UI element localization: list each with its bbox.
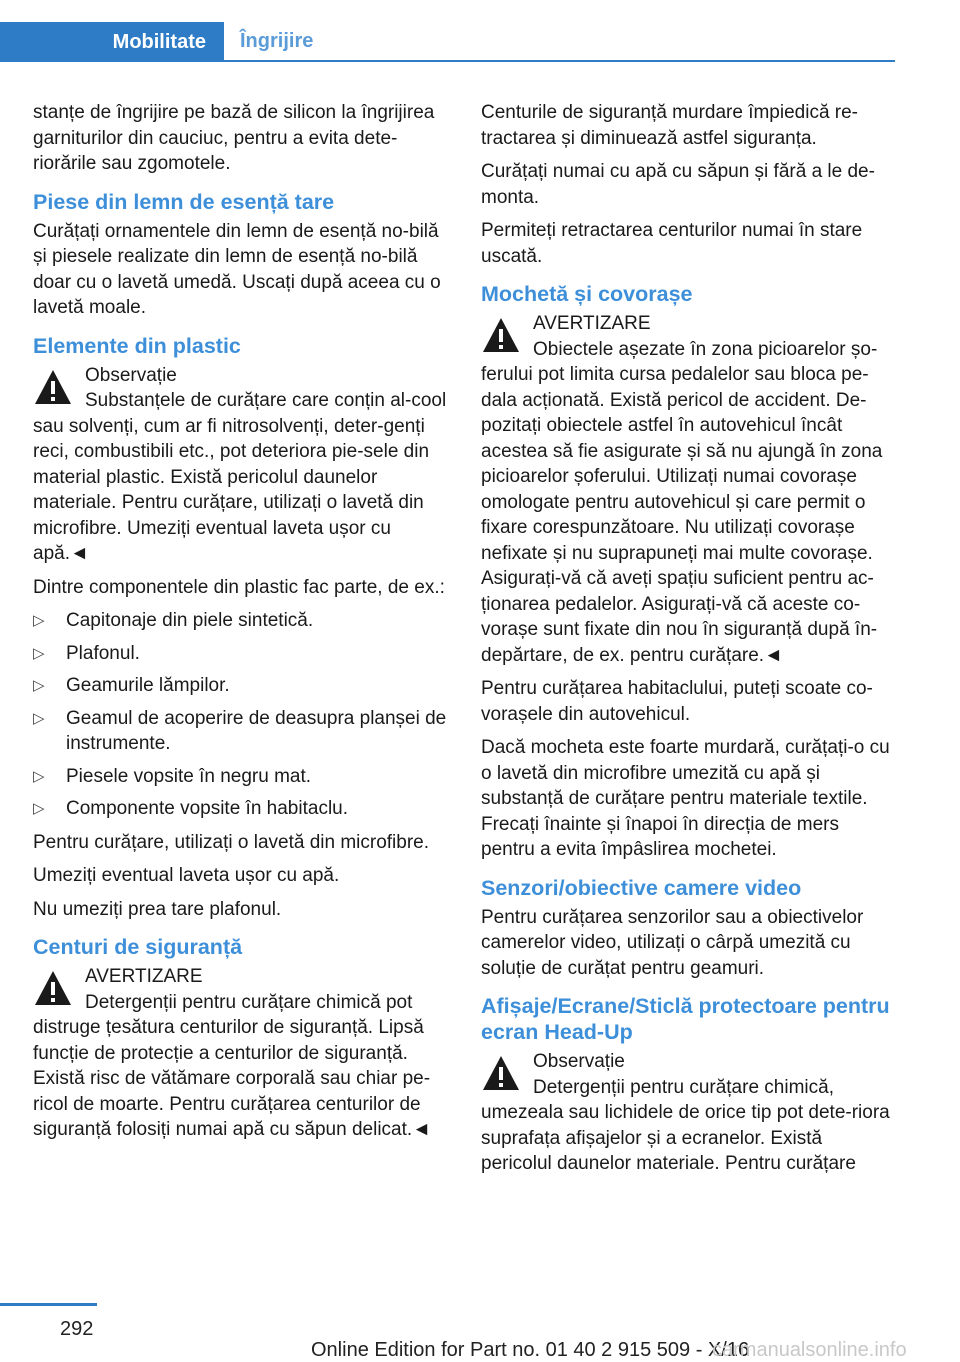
intro-paragraph: stanțe de îngrijire pe bază de silicon la îngrijirea garniturilor din cauciuc, pentru a evita dete‐riorările sau zgomotele.: [33, 102, 435, 174]
triangle-bullet-icon: ▷: [33, 612, 45, 629]
warning-triangle-icon: [33, 968, 73, 1008]
carpet-paragraph-2: Dacă mocheta este foarte murdară, curățați-o cu o lavetă din microfibre umezită cu apă și substanță de curățare pentru materiale textile. Frecați înainte și înapoi în direcția de mers pentru a evita împâslirea mochetei.: [481, 737, 890, 860]
plastic-note: [33, 363, 447, 567]
triangle-bullet-icon: ▷: [33, 644, 45, 662]
plastic-components-list: [33, 608, 447, 822]
carpet-warning: [481, 311, 895, 668]
left-column: [33, 100, 447, 1151]
warning-title: AVERTIZARE: [533, 313, 651, 334]
list-item: [33, 796, 447, 822]
carpet-heading: Mochetă și covorașe: [481, 282, 693, 306]
display-heading: Afișaje/Ecrane/Sticlă protectoare pentru ecran Head-Up: [481, 994, 890, 1044]
list-item: [33, 673, 447, 699]
warning-text: Obiectele așezate în zona picioarelor șo‐ferului pot limita cursa pedalelor sau bloca pe‐dala acționată. Există pericol de accident. De‐pozitați obiectele astfel în autovehicul încât acestea să fie asigurate și să nu ajungă în zona picioarelor șoferului. Utilizați numai covorașe omologate pentru autovehicul și care permit o fixare corespunzătoare. Nu utilizați covorașe nefixate și nu suprapuneți mai multe covorașe. Asigurați-vă că aveți spațiu suficient pentru ac‐ționarea pedalelor. Asigurați-vă că aceste co‐vorașe sunt fixate din nou în siguranță după în‐depărtare, de ex. pentru curățare.◄: [481, 338, 883, 666]
tab-mobilitate: Mobilitate: [0, 22, 224, 62]
plastic-after-1: Pentru curățare, utilizați o lavetă din microfibre.: [33, 831, 430, 853]
warning-text: Detergenții pentru curățare chimică pot distruge țesătura centurilor de siguranță. Lipsă funcție de protecție a centurilor de siguranță. Există risc de vătămare corporală sau chiar pe‐ricol de moarte. Pentru curățarea centurilor de siguranță folosiți numai apă cu săpun delicat.◄: [33, 991, 431, 1140]
page-header: [0, 22, 895, 62]
carpet-paragraph-1: Pentru curățarea habitaclului, puteți scoate co‐vorașele din autovehicul.: [481, 678, 873, 725]
plastic-heading: Elemente din plastic: [33, 333, 241, 358]
belts-paragraph-1: Centurile de siguranță murdare împiedică re‐tractarea și diminuează astfel siguranța.: [481, 102, 859, 149]
footer-rule: [0, 1303, 97, 1306]
list-item: [33, 764, 447, 790]
list-item-text: Piesele vopsite în negru mat.: [66, 765, 312, 787]
warning-title: AVERTIZARE: [85, 966, 203, 987]
list-item-text: Plafonul.: [66, 642, 140, 664]
right-column: [481, 100, 895, 1185]
note-text: Detergenții pentru curățare chimică, umezeala sau lichidele de orice tip pot dete‐riora suprafața afișajelor și a ecranelor. Există pericolul daunelor materiale. Pentru curățare: [481, 1076, 890, 1174]
display-note: [481, 1049, 895, 1177]
watermark: carmanualsonline.info: [712, 1339, 907, 1361]
page-number: 292: [60, 1318, 94, 1340]
triangle-bullet-icon: ▷: [33, 800, 45, 817]
wood-paragraph: Curățați ornamentele din lemn de esență no‐bilă și piesele realizate din lemn de esență no‐bilă doar cu o lavetă umedă. Uscați după aceea cu o lavetă moale.: [33, 220, 441, 318]
plastic-after-2: Umeziți eventual laveta ușor cu apă.: [33, 865, 340, 886]
wood-heading: Piese din lemn de esență tare: [33, 189, 335, 214]
sensor-heading: Senzori/obiective camere video: [481, 875, 802, 900]
list-item-text: Geamul de acoperire de deasupra planșei de instrumente.: [66, 707, 447, 754]
triangle-bullet-icon: ▷: [33, 677, 45, 694]
plastic-after-3: Nu umeziți prea tare plafonul.: [33, 898, 282, 920]
note-title: Observație: [85, 364, 177, 386]
note-title: Observație: [533, 1051, 625, 1072]
list-item-text: Geamurile lămpilor.: [66, 675, 230, 696]
edition-note: Online Edition for Part no. 01 40 2 915 509 - X/16: [311, 1339, 750, 1361]
tab-ingrijire: Îngrijire: [240, 29, 314, 52]
belts-heading: Centuri de siguranță: [33, 935, 243, 959]
plastic-list-intro: Dintre componentele din plastic fac parte, de ex.:: [33, 576, 445, 598]
warning-triangle-icon: [481, 315, 521, 355]
list-item: [33, 608, 447, 634]
list-item-text: Componente vopsite în habitaclu.: [66, 798, 349, 819]
warning-triangle-icon: [33, 367, 73, 407]
warning-triangle-icon: [481, 1053, 521, 1093]
triangle-bullet-icon: ▷: [33, 767, 45, 785]
belts-warning: [33, 964, 447, 1143]
belts-paragraph-3: Permiteți retractarea centurilor numai în stare uscată.: [481, 220, 863, 267]
note-text: Substanțele de curățare care conțin al‐cool sau solvenți, cum ar fi nitrosolvenți, deter‐genți reci, combustibili etc., pot deteriora pie‐sele din material plastic. Există pericolul daunelor materiale. Pentru curățare, utilizați o lavetă din microfibre. Umeziți eventual laveta ușor cu apă.◄: [33, 390, 447, 564]
list-item-text: Capitonaje din piele sintetică.: [66, 610, 314, 631]
sensor-paragraph: Pentru curățarea senzorilor sau a obiectivelor camerelor video, utilizați o cârpă umezită cu soluție de curățat pentru geamuri.: [481, 906, 864, 979]
list-item: [33, 706, 447, 757]
belts-paragraph-2: Curățați numai cu apă cu săpun și fără a le de‐monta.: [481, 161, 875, 208]
list-item: [33, 641, 447, 667]
triangle-bullet-icon: ▷: [33, 709, 45, 727]
